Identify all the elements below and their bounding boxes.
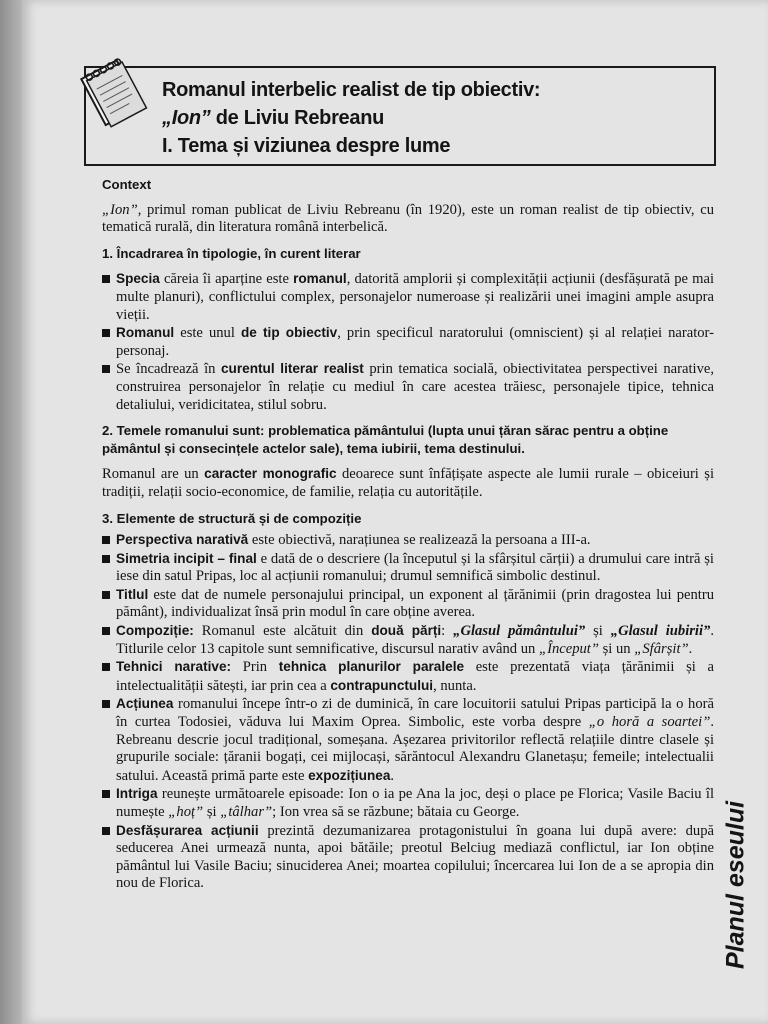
s1-b3-key: curentul literar realist	[220, 361, 364, 377]
s1-b1-key2: romanul	[293, 271, 347, 287]
title-author: de Liviu Rebreanu	[210, 107, 385, 129]
context-text: , primul roman publicat de Liviu Rebreanu (în 1920), este un roman realist de tip obiectiv, cu tematică rurală, din literatura română interbelică.	[102, 201, 714, 236]
s3-b4-key: Compoziție:	[116, 623, 194, 639]
s1-b2-key: Romanul	[116, 325, 175, 341]
s3-bullet-titlul	[102, 586, 714, 622]
s1-bullet-curent	[102, 360, 714, 414]
s3-bullet-tehnici	[102, 658, 714, 695]
main-content	[102, 176, 714, 893]
title-box	[84, 66, 716, 166]
s3-b6-quote: „o horă a soartei”	[588, 714, 711, 731]
side-label	[716, 780, 756, 990]
title-ion: „Ion”	[162, 107, 211, 129]
s3-b4-mid: . Titlurile celor 13 capitole sunt semnificative, discursul narativ având un	[116, 623, 714, 657]
title-line-2	[162, 107, 384, 130]
s3-b5-pre: Prin	[231, 659, 279, 676]
s3-b5-key: Tehnici narative:	[116, 659, 232, 675]
s3-b4-part2: „Glasul iubirii”	[610, 623, 711, 640]
s2-paragraph	[102, 465, 714, 501]
s3-b8-key: Desfășurarea acțiunii	[116, 822, 259, 838]
s1-b1-key: Specia	[116, 271, 160, 287]
s3-b4-and2: și un	[598, 640, 635, 657]
s3-b7-hot: „hoț”	[168, 804, 204, 820]
s3-bullet-actiunea	[102, 695, 714, 785]
s3-b5-key3: contrapunctului	[330, 677, 434, 693]
s3-bullet-simetria	[102, 550, 714, 586]
s3-bullet-compozitie	[102, 622, 714, 658]
s3-bullet-perspectiva	[102, 531, 714, 550]
s3-b6-end: .	[390, 767, 395, 784]
s3-b1-key: Perspectiva narativă	[116, 532, 249, 548]
s3-b2-text: e dată de o descriere (la începutul și la sfârșitul cărții) a drumului care intră și iese din satul Pripas, loc al acțiunii romanului; drumul semnifică simbolic destinul.	[116, 550, 714, 585]
context-heading: Context	[102, 177, 152, 192]
s3-b4-part1: „Glasul pământului”	[453, 623, 586, 640]
s3-b7-talhar: „tâlhar”	[220, 804, 273, 820]
s1-bullet-specia	[102, 270, 714, 324]
s3-b5-key2: tehnica planurilor paralele	[278, 659, 465, 675]
s3-b1-text: este obiectivă, narațiunea se realizează la persoana a III-a.	[248, 532, 591, 549]
s2-key: caracter monografic	[204, 466, 337, 482]
s3-b5-end: , nunta.	[433, 677, 477, 694]
s1-b2-post: , prin specificul naratorului (omniscient) și al relației narator-personaj.	[116, 325, 714, 359]
s3-b5-mid: este prezentată viața țărănimii și a intelectualității sătești, iar prin cea a	[116, 659, 714, 694]
s3-b7-pre: reunește următoarele episoade: Ion o ia pe Ana la joc, deși o place pe Florica; Vasile Baciu îl numește	[116, 786, 714, 820]
s3-b3-text: este dat de numele personajului principal, un exponent al țărănimii (prin dragostea lui pentru pământ), individualizat însă prin modul în care obține averea.	[116, 586, 714, 621]
s3-b4-sfarsit: „Sfârșit”	[634, 640, 689, 657]
s3-b6-pre: romanului începe într-o zi de duminică, în care locuitorii satului Pripas participă la o horă în curtea Todosiei, văduva lui Maxim Oprea. Simbolic, este vorba despre	[116, 696, 714, 731]
title-line-3: I. Tema și viziunea despre lume	[162, 135, 451, 157]
s3-b6-post: . Rebreanu descrie jocul tradițional, someșana. Așezarea privitorilor reflectă relațiile dintre clasele și grupurile sociale: țăranii bogați, cei mijlocași, sărăntocul Alexandru Glanetașu; femeile; intelectualii satului. Această primă parte este	[116, 714, 714, 784]
s3-b4-key2: două părți	[371, 623, 442, 639]
s3-b7-and: și	[203, 804, 221, 820]
s3-b3-key: Titlul	[116, 586, 149, 602]
s3-b2-key: Simetria incipit – final	[116, 550, 257, 566]
s1-bullet-romanul	[102, 324, 714, 360]
s3-b4-end: .	[688, 640, 693, 657]
s1-b1-pre: căreia îi aparține este	[159, 271, 294, 288]
s3-b8-text: prezintă dezumanizarea protagonistului în goana lui după avere: după seducerea Anei urmează nunta, apoi bătăile; preotul Belciug mediază conflictul, iar Ion obține pământul lui Vasile Baciu; sinuciderea Anei; moartea copilului; încercarea lui Ion de a se apropia din nou de Florica.	[116, 822, 714, 892]
s3-bullet-desfasurarea	[102, 822, 714, 893]
s3-b4-incep: „Început”	[538, 640, 599, 657]
s3-b4-and: și	[585, 623, 611, 640]
title-line-1: Romanul interbelic realist de tip obiectiv:	[162, 79, 541, 101]
s3-b7-post: ; Ion vrea să se răzbune; bătaia cu George.	[272, 804, 520, 820]
s2-post: deoarece sunt înfățișate aspecte ale lumii rurale – obiceiuri și tradiții, relații socio-economice, de familie, relația cu autoritățile.	[102, 466, 715, 500]
section-3-heading: 3. Elemente de structură și de compoziție	[102, 510, 362, 526]
section-1-heading: 1. Încadrarea în tipologie, în curent literar	[102, 245, 361, 261]
s1-b2-pre: este unul	[174, 325, 241, 342]
book-spine-shadow	[0, 0, 22, 1024]
s3-bullet-intriga	[102, 785, 714, 821]
notepad-icon	[78, 54, 148, 132]
s1-b3-pre: Se încadrează în	[116, 361, 221, 378]
s3-b4-pre: Romanul este alcătuit din	[193, 623, 372, 640]
s3-b4-colon: :	[441, 623, 454, 640]
s1-b3-post: prin tematica socială, obiectivitatea perspectivei narative, construirea personajelor în relație cu mediul în care acestea trăiesc, personajele tipice, tehnica detaliului, veridicitatea, stilul sobru.	[116, 361, 714, 413]
section-2-heading: 2. Temele romanului sunt: problematica pământului (lupta unui țăran sărac pentru a obține pământul și consecințele actelor sale), tema iubirii, tema destinului.	[102, 423, 669, 456]
s3-b6-key: Acțiunea	[116, 696, 174, 712]
context-paragraph	[102, 202, 714, 237]
s3-b6-key2: expozițiunea	[308, 767, 391, 783]
s1-b2-key2: de tip obiectiv	[240, 325, 338, 341]
side-label-text: Planul eseului	[721, 800, 750, 970]
s3-b7-key: Intriga	[116, 786, 158, 802]
s1-b1-post: , datorită amplorii și complexității acțiunii (desfășurată pe mai multe planuri), conflictului complex, personajelor numeroase și realizării unei imagini ample asupra vieții.	[116, 271, 714, 323]
context-ion: „Ion”	[102, 201, 138, 218]
s2-pre: Romanul are un	[102, 466, 205, 483]
